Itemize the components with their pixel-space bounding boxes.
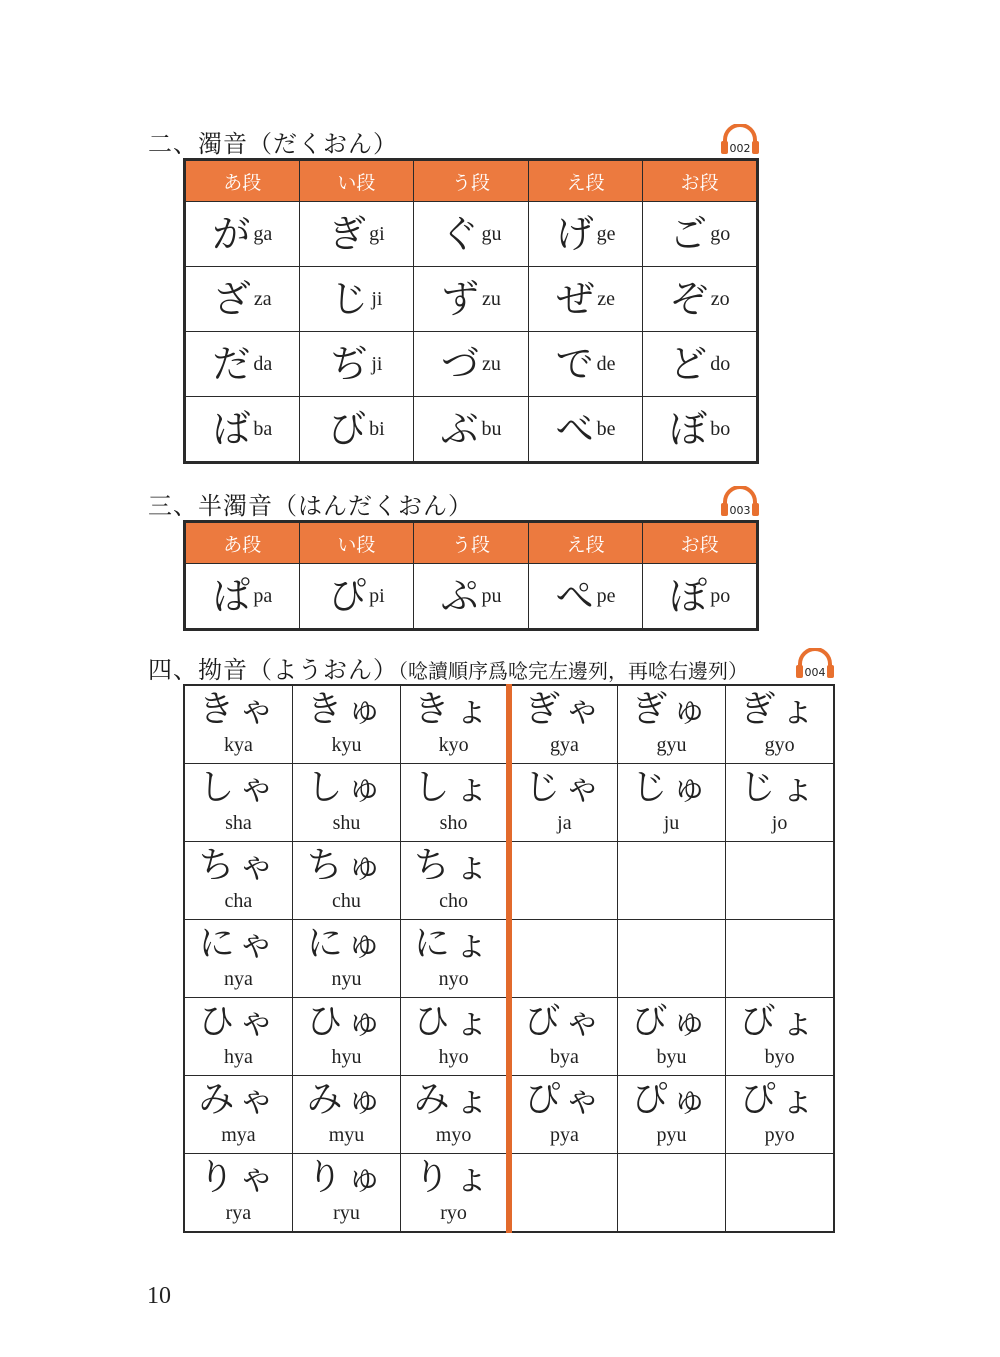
kana-char: ぴゃ <box>524 1079 605 1120</box>
romaji: pe <box>596 584 616 607</box>
kana-cell <box>643 397 758 463</box>
kana-char: ぎゅ <box>631 689 712 730</box>
yoon-cell <box>509 1154 617 1233</box>
yoon-cell <box>184 1076 292 1154</box>
kana-cell <box>528 267 643 332</box>
kana-char: ぞ <box>669 277 708 321</box>
table-row <box>184 1076 834 1154</box>
audio-track-004[interactable] <box>796 648 834 680</box>
kana-char: ぴゅ <box>631 1079 712 1120</box>
kana-cell <box>414 202 529 267</box>
yoon-cell <box>617 842 725 920</box>
yoon-cell <box>509 1076 617 1154</box>
kana-char: ひゃ <box>198 1001 279 1042</box>
kana-cell <box>299 564 414 630</box>
kana-char: しゃ <box>198 767 279 808</box>
romaji: gyu <box>656 734 687 756</box>
yoon-cell <box>184 685 292 764</box>
kana-char: きゅ <box>306 689 387 730</box>
kana-cell <box>299 332 414 397</box>
column-header: お段 <box>643 522 758 564</box>
yoon-cell <box>184 998 292 1076</box>
romaji: shu <box>332 812 361 834</box>
table-row <box>184 920 834 998</box>
romaji: go <box>710 222 731 245</box>
kana-char: ご <box>669 212 708 256</box>
romaji: kyo <box>438 734 469 756</box>
kana-char: ぎ <box>328 212 367 256</box>
kana-char: じゃ <box>524 767 605 808</box>
table-row <box>184 685 834 764</box>
romaji: nyo <box>438 968 469 990</box>
yoon-cell <box>292 842 400 920</box>
romaji: rya <box>225 1202 252 1224</box>
romaji: do <box>710 352 731 375</box>
romaji: ga <box>253 222 273 245</box>
dakuon-table <box>183 158 759 464</box>
kana-char: ぽ <box>669 574 708 618</box>
yoon-cell <box>726 920 834 998</box>
romaji: byo <box>764 1046 795 1068</box>
romaji: bu <box>481 417 502 440</box>
kana-char: みゃ <box>198 1079 279 1120</box>
yoon-cell <box>617 1076 725 1154</box>
kana-cell <box>528 202 643 267</box>
kana-char: じょ <box>739 767 820 808</box>
romaji: bya <box>549 1046 579 1068</box>
kana-char: しゅ <box>306 767 387 808</box>
audio-track-002[interactable] <box>721 124 759 156</box>
yoon-cell <box>509 685 617 764</box>
kana-char: びょ <box>739 1001 820 1042</box>
romaji: da <box>253 352 273 375</box>
kana-char: ぐ <box>440 212 479 256</box>
yoon-cell <box>509 842 617 920</box>
kana-char: ぷ <box>440 574 479 618</box>
yoon-cell <box>292 1076 400 1154</box>
yoon-cell <box>509 764 617 842</box>
yoon-cell <box>726 1154 834 1233</box>
handakuon-section-title: 三、半濁音（はんだくおん） <box>148 492 473 520</box>
kana-char: ぴ <box>328 574 367 618</box>
yoon-cell <box>401 685 509 764</box>
yoon-cell <box>726 998 834 1076</box>
romaji: gya <box>549 734 579 756</box>
romaji: nya <box>223 968 253 990</box>
yoon-cell <box>292 998 400 1076</box>
kana-char: づ <box>441 342 480 386</box>
kana-char: ひょ <box>413 1001 494 1042</box>
column-header: い段 <box>299 160 414 202</box>
table-row <box>185 564 758 630</box>
kana-char: ぺ <box>555 574 594 618</box>
romaji: jo <box>771 812 788 834</box>
column-header: え段 <box>528 160 643 202</box>
romaji: gyo <box>764 734 795 756</box>
kana-cell <box>528 397 643 463</box>
romaji: bo <box>710 417 731 440</box>
romaji: pyu <box>656 1124 687 1146</box>
kana-char: きゃ <box>198 689 279 730</box>
romaji: ge <box>596 222 616 245</box>
yoon-cell <box>401 764 509 842</box>
kana-char: きょ <box>413 689 494 730</box>
kana-char: びゃ <box>524 1001 605 1042</box>
romaji: ba <box>253 417 273 440</box>
column-header: お段 <box>643 160 758 202</box>
romaji: gi <box>369 222 385 245</box>
romaji: gu <box>481 222 502 245</box>
kana-cell <box>299 202 414 267</box>
yoon-cell <box>292 685 400 764</box>
yoon-cell <box>617 920 725 998</box>
kana-cell <box>185 564 300 630</box>
yoon-cell <box>617 1154 725 1233</box>
romaji: hyu <box>331 1046 362 1068</box>
kana-char: りゅ <box>306 1157 387 1198</box>
kana-cell <box>414 332 529 397</box>
romaji: bi <box>369 417 385 440</box>
kana-char: ちゅ <box>306 845 387 886</box>
kana-char: げ <box>555 212 594 256</box>
kana-cell <box>299 397 414 463</box>
kana-cell <box>528 332 643 397</box>
table-row <box>185 202 758 267</box>
yoon-reading-note: （唸讀順序爲唸完左邊列，再唸右邊列） <box>398 659 748 683</box>
yoon-cell <box>617 998 725 1076</box>
kana-char: ぼ <box>669 407 708 451</box>
romaji: zu <box>482 352 501 375</box>
kana-char: びゅ <box>631 1001 712 1042</box>
kana-char: び <box>328 407 367 451</box>
column-header: う段 <box>414 522 529 564</box>
kana-cell <box>185 267 300 332</box>
romaji: mya <box>221 1124 256 1146</box>
romaji: ju <box>663 812 680 834</box>
kana-cell <box>414 397 529 463</box>
audio-track-number: 004 <box>804 666 826 679</box>
yoon-cell <box>509 920 617 998</box>
kana-char: で <box>555 342 594 386</box>
yoon-cell <box>617 685 725 764</box>
kana-char: だ <box>212 342 251 386</box>
yoon-table <box>183 684 835 1233</box>
kana-char: じ <box>330 277 369 321</box>
kana-char: ぢ <box>330 342 369 386</box>
romaji: cho <box>439 890 469 912</box>
romaji: hyo <box>438 1046 469 1068</box>
kana-cell <box>185 397 300 463</box>
romaji: po <box>710 584 731 607</box>
table-row <box>185 397 758 463</box>
kana-cell <box>299 267 414 332</box>
romaji: kyu <box>331 734 362 756</box>
yoon-cell <box>292 920 400 998</box>
kana-char: りょ <box>413 1157 494 1198</box>
kana-char: ちゃ <box>198 845 279 886</box>
yoon-cell <box>184 1154 292 1233</box>
romaji: myu <box>328 1124 365 1146</box>
column-header: い段 <box>299 522 414 564</box>
romaji: za <box>253 287 272 310</box>
yoon-cell <box>184 842 292 920</box>
yoon-cell <box>401 920 509 998</box>
romaji: pi <box>369 584 385 607</box>
yoon-cell <box>726 685 834 764</box>
romaji: nyu <box>331 968 362 990</box>
yoon-cell <box>292 1154 400 1233</box>
kana-char: ず <box>441 277 480 321</box>
column-header: う段 <box>414 160 529 202</box>
kana-char: ぎゃ <box>524 689 605 730</box>
column-header: あ段 <box>185 160 300 202</box>
kana-char: ひゅ <box>306 1001 387 1042</box>
kana-cell <box>643 564 758 630</box>
column-header: え段 <box>528 522 643 564</box>
romaji: chu <box>332 890 361 912</box>
table-row <box>184 998 834 1076</box>
kana-char: ぜ <box>556 277 595 321</box>
romaji: kya <box>223 734 253 756</box>
table-row <box>184 1154 834 1233</box>
yoon-section-title <box>148 650 748 685</box>
table-row <box>184 842 834 920</box>
kana-char: にょ <box>413 923 494 964</box>
yoon-cell <box>617 764 725 842</box>
kana-cell <box>185 202 300 267</box>
romaji: ze <box>597 287 615 310</box>
romaji: zu <box>482 287 501 310</box>
romaji: myo <box>435 1124 472 1146</box>
kana-cell <box>185 332 300 397</box>
kana-char: にゅ <box>306 923 387 964</box>
romaji: pu <box>481 584 502 607</box>
table-row <box>185 332 758 397</box>
audio-track-number: 003 <box>729 504 751 517</box>
kana-char: しょ <box>413 767 494 808</box>
kana-cell <box>643 332 758 397</box>
romaji: sho <box>439 812 468 834</box>
romaji: cha <box>224 890 253 912</box>
table-row <box>184 764 834 842</box>
romaji: ryu <box>333 1202 360 1224</box>
kana-char: じゅ <box>631 767 712 808</box>
romaji: byu <box>656 1046 687 1068</box>
kana-char: ど <box>669 342 708 386</box>
romaji: sha <box>225 812 252 834</box>
kana-cell <box>414 564 529 630</box>
dakuon-section-title: 二、濁音（だくおん） <box>148 130 398 158</box>
romaji: zo <box>710 287 730 310</box>
kana-char: ぱ <box>212 574 251 618</box>
romaji: pyo <box>764 1124 795 1146</box>
yoon-title: 四、拗音（ようおん） <box>148 656 398 684</box>
romaji: ja <box>557 812 572 834</box>
kana-char: にゃ <box>198 923 279 964</box>
kana-cell <box>528 564 643 630</box>
kana-char: ぴょ <box>739 1079 820 1120</box>
yoon-cell <box>401 1154 509 1233</box>
kana-cell <box>643 267 758 332</box>
kana-char: が <box>212 212 251 256</box>
romaji: ji <box>371 287 383 310</box>
kana-char: ぎょ <box>739 689 820 730</box>
romaji: ji <box>371 352 383 375</box>
kana-char: ば <box>212 407 251 451</box>
yoon-cell <box>292 764 400 842</box>
handakuon-table <box>183 520 759 631</box>
yoon-cell <box>184 764 292 842</box>
table-row <box>185 267 758 332</box>
yoon-cell <box>401 1076 509 1154</box>
kana-char: りゃ <box>198 1157 279 1198</box>
romaji: ryo <box>440 1202 467 1224</box>
romaji: pa <box>253 584 273 607</box>
romaji: de <box>596 352 616 375</box>
page-number: 10 <box>147 1283 171 1309</box>
yoon-cell <box>184 920 292 998</box>
yoon-cell <box>726 1076 834 1154</box>
yoon-cell <box>726 764 834 842</box>
kana-char: べ <box>555 407 594 451</box>
kana-cell <box>414 267 529 332</box>
yoon-cell <box>726 842 834 920</box>
kana-char: ちょ <box>413 845 494 886</box>
audio-track-number: 002 <box>729 142 751 155</box>
kana-char: みょ <box>413 1079 494 1120</box>
romaji: hya <box>223 1046 253 1068</box>
kana-char: みゅ <box>306 1079 387 1120</box>
audio-track-003[interactable] <box>721 486 759 518</box>
yoon-cell <box>401 998 509 1076</box>
romaji: be <box>596 417 616 440</box>
kana-char: ざ <box>212 277 251 321</box>
column-header: あ段 <box>185 522 300 564</box>
yoon-cell <box>401 842 509 920</box>
romaji: pya <box>549 1124 579 1146</box>
kana-char: ぶ <box>440 407 479 451</box>
yoon-cell <box>509 998 617 1076</box>
kana-cell <box>643 202 758 267</box>
